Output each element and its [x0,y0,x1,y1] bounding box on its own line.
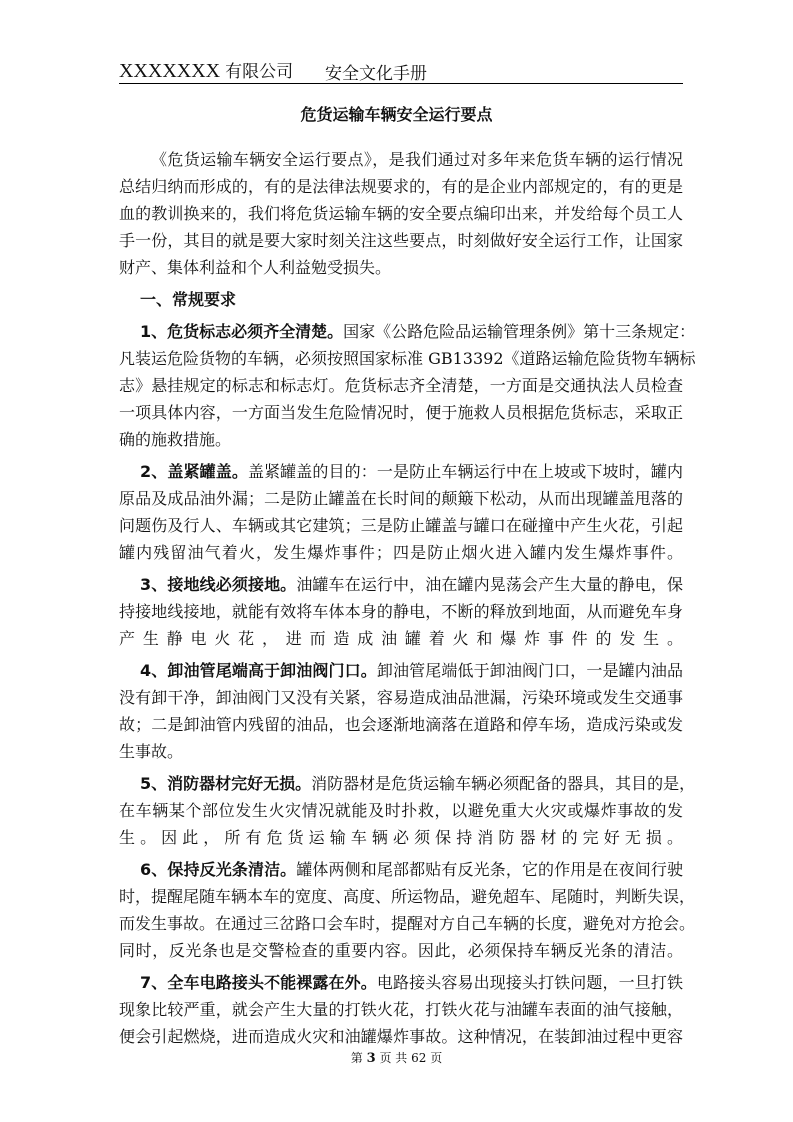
rule-heading: 6、保持反光条清洁。 [140,860,297,879]
footer-middle: 页 共 [379,1051,408,1065]
paragraph-line: 时，提醒尾随车辆本车的宽度、高度、所运物品，避免超车、尾随时，判断失误， [119,887,696,906]
paragraph-line [119,969,683,996]
paragraph-line: 志》悬挂规定的标志和标志灯。危货标志齐全清楚，一方面是交通执法人员检查 [119,376,683,395]
rule-heading: 5、消防器材完好无损。 [140,774,312,793]
paragraph-line: 在车辆某个部位发生火灾情况就能及时扑救，以避免重大火灾或爆炸事故的发 [119,801,683,820]
paragraph-line [119,657,683,684]
section-heading: 一、常规要求 [140,290,237,309]
paragraph-line: 而发生事故。在通过三岔路口会车时，提醒对方自己车辆的长度，避免对方抢会。 [119,914,696,933]
company-latin: XXXXXXX [119,60,221,82]
page-footer [0,1049,793,1066]
paragraph-line: 凡装运危险货物的车辆，必须按照国家标准 GB13392《道路运输危险货物车辆标 [119,349,696,368]
rule-heading: 4、卸油管尾端高于卸油阀门口。 [140,661,377,680]
paragraph-line: 持接地线接地，就能有效将车体本身的静电，不断的释放到地面，从而避免车身 [119,602,683,621]
paragraph-line [119,318,696,345]
paragraph-line [119,571,683,598]
paragraph-line: 《危货运输车辆安全运行要点》，是我们通过对多年来危货车辆的运行情况 [151,150,683,169]
document-body [119,146,696,1055]
paragraph-line [119,458,683,485]
paragraph-line: 没有卸干净，卸油阀门又没有关紧，容易造成油品泄漏，污染环境或发生交通事 [119,688,683,707]
rule-text: 电路接头容易出现接头打铁问题，一旦打铁 [376,973,683,992]
document-title: 危货运输车辆安全运行要点 [300,105,493,124]
rule-item [119,458,683,566]
paragraph-line: 生。因此，所有危货运输车辆必须保持消防器材的完好无损。 [119,828,683,847]
total-pages: 62 [411,1051,427,1065]
rule-text: 油罐车在运行中，油在罐内晃荡会产生大量的静电，保 [296,575,683,594]
paragraph-line: 便会引起燃烧，进而造成火灾和油罐爆炸事故。这种情况，在装卸油过程中更容 [119,1027,683,1046]
paragraph-line: 现象比较严重，就会产生大量的打铁火花，打铁火花与油罐车表面的油气接触， [119,1000,683,1019]
rule-heading: 3、接地线必须接地。 [140,575,297,594]
paragraph-line: 一项具体内容，一方面当发生危险情况时，便于施救人员根据危货标志，采取正 [119,403,683,422]
paragraph-line: 原品及成品油外漏；二是防止罐盖在长时间的颠簸下松动，从而出现罐盖甩落的 [119,489,683,508]
footer-suffix: 页 [430,1051,443,1065]
rule-item [119,770,696,851]
rule-item [119,856,696,964]
rule-text: 罐体两侧和尾部都贴有反光条，它的作用是在夜间行驶 [296,860,683,879]
rule-item [119,318,696,453]
company-name [119,57,293,83]
page-header [119,55,683,84]
paragraph-line: 总结归纳而形成的，有的是法律法规要求的，有的是企业内部规定的，有的更是 [119,177,683,196]
paragraph-line: 问题伤及行人、车辆或其它建筑；三是防止罐盖与罐口在碰撞中产生火花，引起 [119,516,683,535]
rule-text: 国家《公路危险品运输管理条例》第十三条规定： [343,322,696,341]
rule-text: 消防器材是危货运输车辆必须配备的器具，其目的是， [311,774,696,793]
page-number: 3 [366,1051,376,1066]
company-cn: 有限公司 [225,62,294,82]
rule-heading: 2、盖紧罐盖。 [140,462,248,481]
paragraph-line: 故；二是卸油管内残留的油品，也会逐渐地滴落在道路和停车场，造成污染或发 [119,715,683,734]
paragraph-line: 手一份，其目的就是要大家时刻关注这些要点，时刻做好安全运行工作，让国家 [119,231,683,250]
rule-item [119,657,683,765]
paragraph-line: 同时，反光条也是交警检查的重要内容。因此，必须保持车辆反光条的清洁。 [119,941,683,960]
paragraph-line: 财产、集体利益和个人利益勉受损失。 [119,258,392,277]
rule-text: 卸油管尾端低于卸油阀门口，一是罐内油品 [376,661,683,680]
paragraph-line [119,856,683,883]
manual-title: 安全文化手册 [325,64,427,84]
rule-item [119,571,683,652]
paragraph-line: 血的教训换来的，我们将危货运输车辆的安全要点编印出来，并发给每个员工人 [119,204,683,223]
rule-text: 盖紧罐盖的目的：一是防止车辆运行中在上坡或下坡时，罐内 [247,462,683,481]
rule-item [119,969,683,1050]
intro-paragraph [119,146,683,281]
paragraph-line: 确的施救措施。 [119,430,232,449]
rule-heading: 7、全车电路接头不能裸露在外。 [140,973,377,992]
paragraph-line: 罐内残留油气着火，发生爆炸事件；四是防止烟火进入罐内发生爆炸事件。 [119,543,683,562]
paragraph-line: 产生静电火花，进而造成油罐着火和爆炸事件的发生。 [119,629,683,648]
paragraph-line: 生事故。 [119,742,184,761]
rule-heading: 1、危货标志必须齐全清楚。 [140,322,344,341]
paragraph-line [119,770,696,797]
footer-prefix: 第 [350,1051,363,1065]
